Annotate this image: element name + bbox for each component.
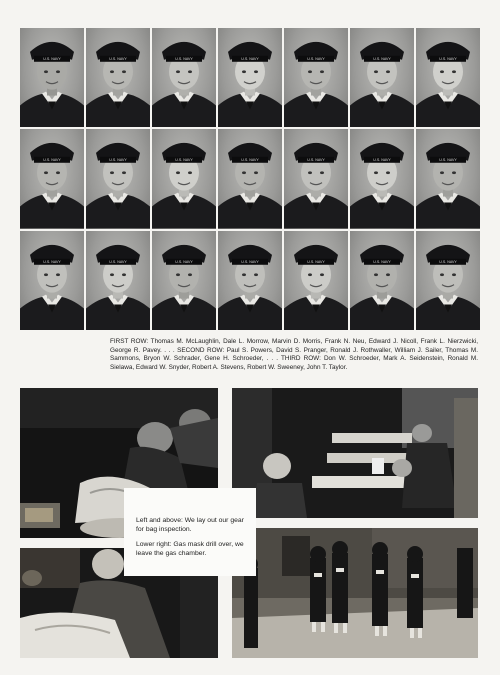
- cap-band-text: U.S. NAVY: [241, 259, 259, 264]
- cap-band-text: U.S. NAVY: [109, 259, 127, 264]
- sailor-portrait: [350, 28, 414, 127]
- sailor-portrait: [284, 231, 348, 330]
- sailor-portrait: [20, 28, 84, 127]
- cap-band-text: U.S. NAVY: [175, 158, 193, 163]
- cap-band-text: U.S. NAVY: [109, 57, 127, 62]
- sailor-portrait: [284, 129, 348, 228]
- sailor-portrait: [416, 231, 480, 330]
- sailor-portrait: [350, 129, 414, 228]
- cap-band-text: U.S. NAVY: [307, 259, 325, 264]
- caption-left-above: Left and above: We lay out our gear for bag inspection.: [136, 517, 244, 533]
- sailor-portrait: [218, 231, 282, 330]
- cap-band-text: U.S. NAVY: [175, 57, 193, 62]
- portrait-caption: FIRST ROW: Thomas M. McLaughlin, Dale L. Morrow, Marvin D. Morris, Frank N. Neu, Edward J. Nicoll, Frank L. Nierzwicki, George R. Pavey. . . . SECOND ROW: Paul S. Powers, David S. Pranger, Ronald J. Rothwaller, William J. Sailer, Thomas M. Sammons, Bryon W. Schrader, Gene H. Schroeder, . . . THIRD ROW: Don W. Schroeder, Mark A. Seidenstein, Ronald M. Sielawa, Edward W. Snyder, Robert A. Stevens, Robert W. Sweeney, John T. Taylor.: [110, 338, 478, 371]
- photo-bag-inspection-right: [232, 388, 478, 518]
- sailor-portrait: [86, 129, 150, 228]
- sailor-portrait: [152, 129, 216, 228]
- sailor-portrait: [20, 231, 84, 330]
- sailor-portrait: [218, 28, 282, 127]
- sailor-portrait: [152, 28, 216, 127]
- cap-band-text: U.S. NAVY: [43, 57, 61, 62]
- sailor-portrait: [152, 231, 216, 330]
- cap-band-text: U.S. NAVY: [373, 57, 391, 62]
- sailor-portrait: [86, 28, 150, 127]
- cap-band-text: U.S. NAVY: [175, 259, 193, 264]
- cap-band-text: U.S. NAVY: [307, 57, 325, 62]
- sailor-portrait: [86, 231, 150, 330]
- caption-lower-right: Lower right: Gas mask drill over, we leave the gas chamber.: [136, 541, 244, 557]
- cap-band-text: U.S. NAVY: [439, 259, 457, 264]
- cap-band-text: U.S. NAVY: [241, 57, 259, 62]
- cap-band-text: U.S. NAVY: [307, 158, 325, 163]
- photo-gas-mask-drill: [232, 528, 478, 658]
- portrait-grid: [20, 28, 480, 330]
- sailor-portrait: [416, 28, 480, 127]
- cap-band-text: U.S. NAVY: [373, 158, 391, 163]
- cap-band-text: U.S. NAVY: [43, 158, 61, 163]
- sailor-portrait: [416, 129, 480, 228]
- cap-band-text: U.S. NAVY: [241, 158, 259, 163]
- cap-band-text: U.S. NAVY: [109, 158, 127, 163]
- sailor-portrait: [284, 28, 348, 127]
- photo-caption-box: [124, 488, 256, 576]
- cap-band-text: U.S. NAVY: [43, 259, 61, 264]
- cap-band-text: U.S. NAVY: [439, 57, 457, 62]
- cap-band-text: U.S. NAVY: [373, 259, 391, 264]
- sailor-portrait: [350, 231, 414, 330]
- sailor-portrait: [20, 129, 84, 228]
- sailor-portrait: [218, 129, 282, 228]
- cap-band-text: U.S. NAVY: [439, 158, 457, 163]
